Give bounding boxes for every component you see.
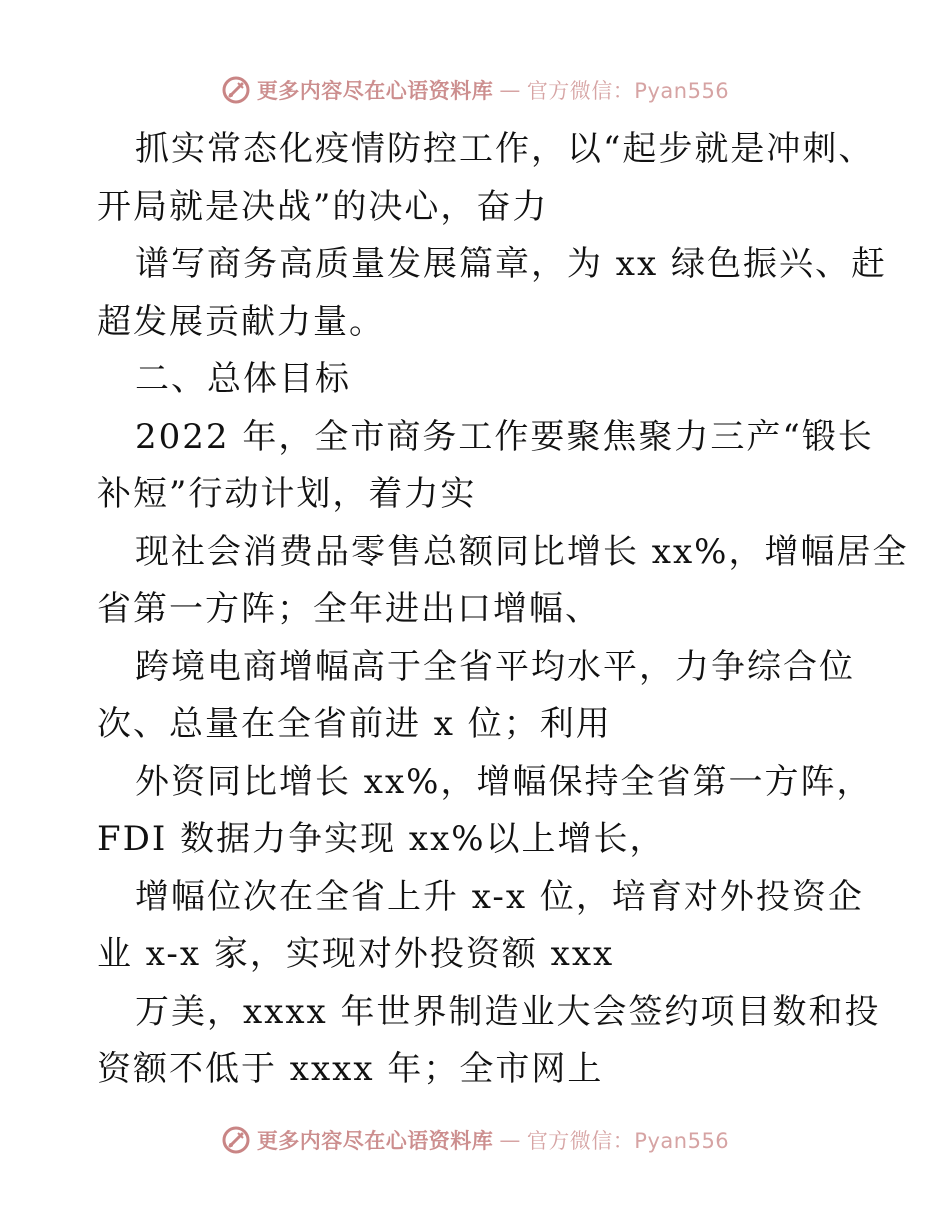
body-line: 增幅位次在全省上升 x-x 位，培育对外投资企 [135,876,864,917]
body-line: 业 x-x 家，实现对外投资额 xxx [97,934,615,974]
body-line: 资额不低于 xxxx 年；全市网上 [97,1049,604,1089]
watermark-official-text: 官方微信：Pyan556 [526,79,730,103]
body-line: 省第一方阵；全年进出口增幅、 [97,589,601,629]
section-heading: 二、总体目标 [135,359,351,399]
body-line: FDI 数据力争实现 xx%以上增长， [97,819,666,859]
document-body [97,121,909,1099]
body-line: 超发展贡献力量。 [97,301,385,342]
watermark-brand [221,1125,729,1155]
body-line: 跨境电商增幅高于全省平均水平，力争综合位 [135,646,855,687]
watermark-brand [221,75,729,105]
body-line: 外资同比增长 xx%，增幅保持全省第一方阵， [135,761,873,802]
body-line: 现社会消费品零售总额同比增长 xx%，增幅居全 [135,531,909,572]
pen-logo-icon [221,1125,251,1155]
watermark-site-text: 更多内容尽在心语资料库 [256,1129,494,1153]
watermark-official-text: 官方微信：Pyan556 [526,1129,730,1153]
body-line: 万美，xxxx 年世界制造业大会签约项目数和投 [135,991,881,1032]
body-line: 抓实常态化疫情防控工作，以“起步就是冲刺、 [135,129,875,169]
body-line: 开局就是决战”的决心，奋力 [97,186,549,227]
pen-logo-icon [221,75,251,105]
body-line: 谱写商务高质量发展篇章，为 xx 绿色振兴、赶 [135,244,887,284]
watermark-dash: — [499,1128,521,1152]
header-watermark [0,70,950,110]
watermark-site-text: 更多内容尽在心语资料库 [256,79,494,103]
footer-watermark [0,1120,950,1160]
body-line: 次、总量在全省前进 x 位；利用 [97,704,612,744]
body-line: 2022 年，全市商务工作要聚焦聚力三产“锻长 [135,416,874,457]
watermark-dash: — [499,78,521,102]
body-line: 补短”行动计划，着力实 [97,474,477,514]
